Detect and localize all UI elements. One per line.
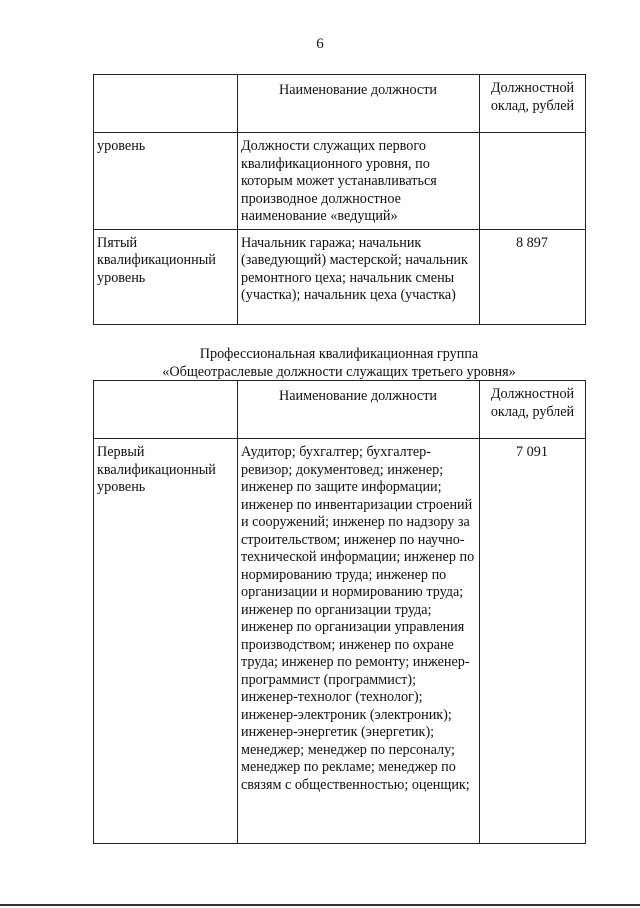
group-title-line1: Профессиональная квалификационная группа [199, 346, 479, 362]
level-cell: Первый квалификационный уровень [94, 439, 238, 844]
table-row [94, 229, 586, 324]
table-header-row [94, 381, 586, 439]
table-header-row [94, 75, 586, 133]
salary-table-third-level [93, 380, 586, 844]
position-cell: Аудитор; бухгалтер; бухгалтер-ревизор; документовед; инженер; инженер по защите информации; инженер по инвентаризации строений и сооружений; инженер по надзору за строительством; инженер по научно-технической информации; инженер по нормированию труда; инженер по организации и нормированию труда; инженер по организации труда; инженер по организации управления производством; инженер по охране труда; инженер по ремонту; инженер-программист (программист); инженер-технолог (технолог); инженер-электроник (электроник); инженер-энергетик (энергетик); менеджер; менеджер по персоналу; менеджер по рекламе; менеджер по связям с общественностью; оценщик; [238, 439, 480, 844]
level-cell: уровень [94, 133, 238, 230]
position-cell: Начальник гаража; начальник (заведующий) мастерской; начальник ремонтного цеха; начальник смены (участка); начальник цеха (участка) [238, 229, 480, 324]
header-level-cell [94, 381, 238, 439]
salary-cell [480, 133, 586, 230]
group-title [93, 346, 585, 381]
header-position-name: Наименование должности [238, 381, 480, 439]
header-salary: Должностной оклад, рублей [480, 381, 586, 439]
salary-table-continued [93, 74, 586, 325]
page-bottom-edge [0, 904, 640, 906]
header-level-cell [94, 75, 238, 133]
header-salary: Должностной оклад, рублей [480, 75, 586, 133]
table-row [94, 439, 586, 844]
group-title-line2: «Общеотраслевые должности служащих третьего уровня» [162, 363, 516, 380]
header-position-name: Наименование должности [238, 75, 480, 133]
position-cell: Должности служащих первого квалификационного уровня, по которым может устанавливаться производное должностное наименование «ведущий» [238, 133, 480, 230]
level-cell: Пятый квалификационный уровень [94, 229, 238, 324]
salary-cell: 7 091 [480, 439, 586, 844]
table-row [94, 133, 586, 230]
page-number: 6 [316, 36, 324, 52]
salary-cell: 8 897 [480, 229, 586, 324]
